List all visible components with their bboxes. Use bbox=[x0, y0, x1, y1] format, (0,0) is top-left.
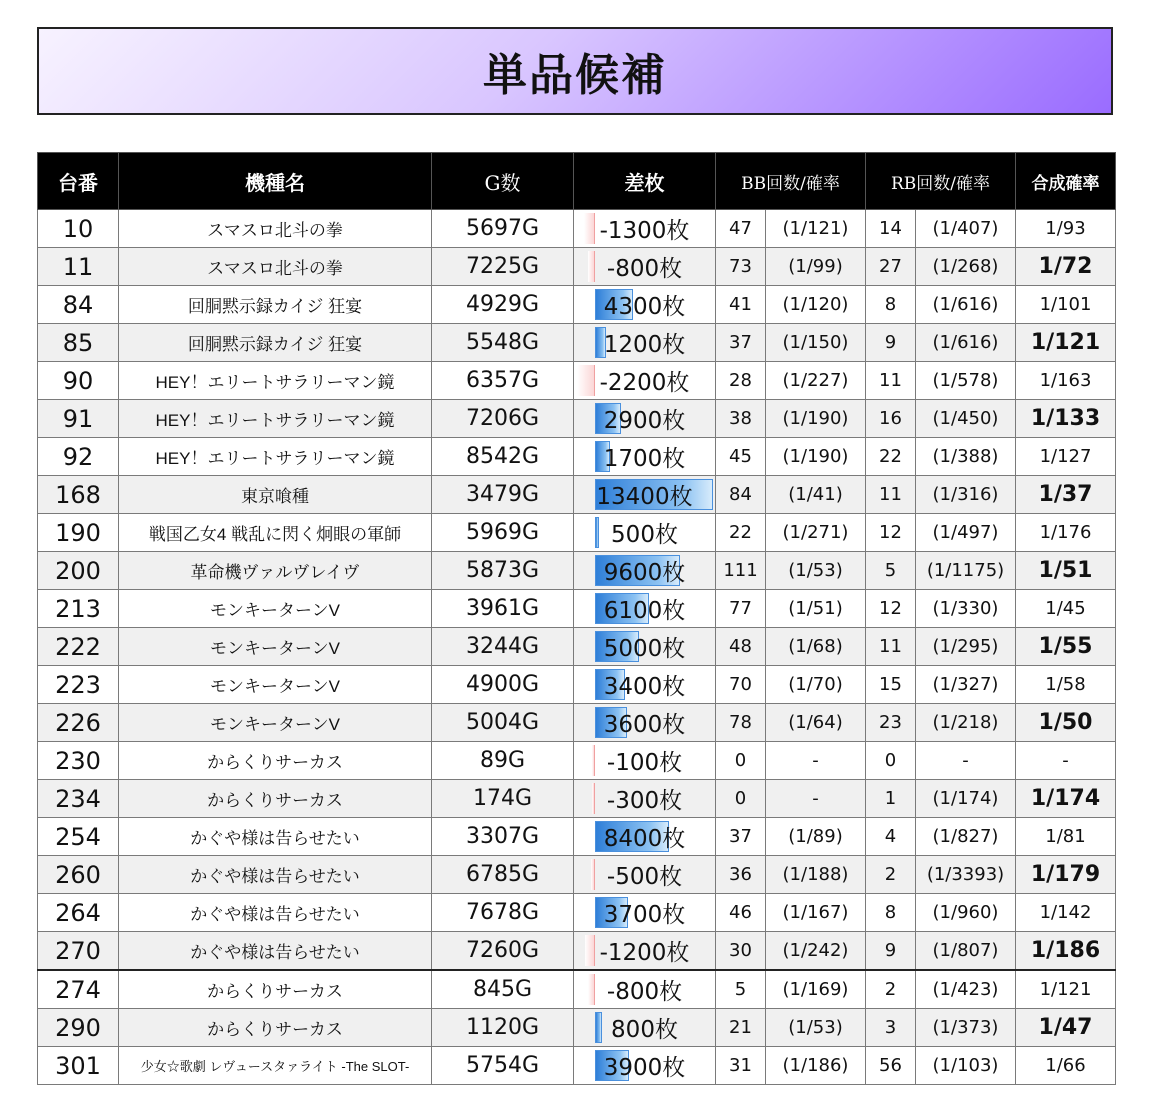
bb-prob-cell: (1/186) bbox=[766, 1047, 866, 1085]
diff-value: 9600枚 bbox=[603, 560, 686, 586]
rb-prob-cell: (1/316) bbox=[916, 476, 1016, 514]
games-cell: 5697G bbox=[432, 210, 574, 248]
games-cell: 6785G bbox=[432, 856, 574, 894]
table-row bbox=[38, 856, 1116, 894]
rb-prob-cell: (1/450) bbox=[916, 400, 1016, 438]
table-row bbox=[38, 704, 1116, 742]
rb-prob-cell: (1/616) bbox=[916, 286, 1016, 324]
bb-prob-cell: (1/53) bbox=[766, 1009, 866, 1047]
diff-value: 800枚 bbox=[611, 1017, 678, 1043]
model-name-cell: かぐや様は告らせたい bbox=[119, 932, 432, 971]
combined-prob-cell: 1/93 bbox=[1016, 210, 1116, 248]
table-row bbox=[38, 552, 1116, 590]
games-cell: 5969G bbox=[432, 514, 574, 552]
rb-count-cell: 4 bbox=[866, 818, 916, 856]
rb-count-cell: 14 bbox=[866, 210, 916, 248]
diff-cell bbox=[574, 780, 716, 818]
col-header-rb: RB回数/確率 bbox=[866, 153, 1016, 210]
diff-value: -1200枚 bbox=[599, 940, 690, 966]
machine-no-cell: 274 bbox=[38, 970, 119, 1009]
rb-prob-cell: (1/423) bbox=[916, 970, 1016, 1009]
bb-prob-cell: (1/271) bbox=[766, 514, 866, 552]
rb-prob-cell: (1/388) bbox=[916, 438, 1016, 476]
machine-no-cell: 200 bbox=[38, 552, 119, 590]
model-name-cell: モンキーターンV bbox=[119, 590, 432, 628]
bb-count-cell: 31 bbox=[716, 1047, 766, 1085]
games-cell: 3307G bbox=[432, 818, 574, 856]
combined-prob-cell: 1/66 bbox=[1016, 1047, 1116, 1085]
bb-prob-cell: - bbox=[766, 742, 866, 780]
diff-cell bbox=[574, 704, 716, 742]
rb-prob-cell: (1/295) bbox=[916, 628, 1016, 666]
diff-value: 500枚 bbox=[611, 522, 678, 548]
rb-prob-cell: (1/330) bbox=[916, 590, 1016, 628]
diff-cell bbox=[574, 970, 716, 1009]
model-name-cell: からくりサーカス bbox=[119, 1009, 432, 1047]
combined-prob-cell: 1/72 bbox=[1016, 248, 1116, 286]
model-name-cell: 革命機ヴァルヴレイヴ bbox=[119, 552, 432, 590]
machine-no-cell: 222 bbox=[38, 628, 119, 666]
bb-prob-cell: (1/41) bbox=[766, 476, 866, 514]
table-row bbox=[38, 286, 1116, 324]
games-cell: 5004G bbox=[432, 704, 574, 742]
combined-prob-cell: 1/133 bbox=[1016, 400, 1116, 438]
rb-count-cell: 9 bbox=[866, 324, 916, 362]
bb-count-cell: 84 bbox=[716, 476, 766, 514]
diff-negative-bar bbox=[592, 745, 595, 776]
diff-cell bbox=[574, 400, 716, 438]
games-cell: 174G bbox=[432, 780, 574, 818]
games-cell: 7206G bbox=[432, 400, 574, 438]
diff-cell bbox=[574, 894, 716, 932]
rb-count-cell: 2 bbox=[866, 856, 916, 894]
model-name-cell: からくりサーカス bbox=[119, 780, 432, 818]
diff-value: 4300枚 bbox=[603, 294, 686, 320]
diff-value: 8400枚 bbox=[603, 826, 686, 852]
table-row bbox=[38, 818, 1116, 856]
diff-cell bbox=[574, 324, 716, 362]
diff-negative-bar bbox=[585, 935, 595, 966]
table-row bbox=[38, 1047, 1116, 1085]
bb-count-cell: 78 bbox=[716, 704, 766, 742]
diff-value: 5000枚 bbox=[603, 636, 686, 662]
bb-prob-cell: - bbox=[766, 780, 866, 818]
combined-prob-cell: 1/55 bbox=[1016, 628, 1116, 666]
bb-count-cell: 48 bbox=[716, 628, 766, 666]
table-row bbox=[38, 590, 1116, 628]
combined-prob-cell: 1/45 bbox=[1016, 590, 1116, 628]
table-row bbox=[38, 1009, 1116, 1047]
rb-count-cell: 11 bbox=[866, 476, 916, 514]
games-cell: 3479G bbox=[432, 476, 574, 514]
diff-cell bbox=[574, 438, 716, 476]
diff-cell bbox=[574, 1009, 716, 1047]
rb-prob-cell: (1/807) bbox=[916, 932, 1016, 971]
combined-prob-cell: 1/121 bbox=[1016, 970, 1116, 1009]
bb-prob-cell: (1/121) bbox=[766, 210, 866, 248]
bb-prob-cell: (1/188) bbox=[766, 856, 866, 894]
table-row bbox=[38, 894, 1116, 932]
games-cell: 6357G bbox=[432, 362, 574, 400]
diff-value: 3400枚 bbox=[603, 674, 686, 700]
col-header-machine-no: 台番 bbox=[38, 153, 119, 210]
diff-cell bbox=[574, 248, 716, 286]
machine-no-cell: 190 bbox=[38, 514, 119, 552]
bb-prob-cell: (1/120) bbox=[766, 286, 866, 324]
diff-value: -2200枚 bbox=[599, 370, 690, 396]
games-cell: 3961G bbox=[432, 590, 574, 628]
diff-cell bbox=[574, 286, 716, 324]
bb-count-cell: 45 bbox=[716, 438, 766, 476]
games-cell: 5754G bbox=[432, 1047, 574, 1085]
combined-prob-cell: 1/186 bbox=[1016, 932, 1116, 971]
rb-count-cell: 5 bbox=[866, 552, 916, 590]
diff-value: -1300枚 bbox=[599, 218, 690, 244]
games-cell: 7225G bbox=[432, 248, 574, 286]
diff-value: 1700枚 bbox=[603, 446, 686, 472]
machine-no-cell: 213 bbox=[38, 590, 119, 628]
rb-count-cell: 9 bbox=[866, 932, 916, 971]
bb-count-cell: 77 bbox=[716, 590, 766, 628]
rb-prob-cell: (1/1175) bbox=[916, 552, 1016, 590]
diff-value: -100枚 bbox=[606, 750, 683, 776]
rb-count-cell: 12 bbox=[866, 514, 916, 552]
col-header-model-name: 機種名 bbox=[119, 153, 432, 210]
rb-prob-cell: (1/174) bbox=[916, 780, 1016, 818]
combined-prob-cell: 1/47 bbox=[1016, 1009, 1116, 1047]
model-name-cell: 回胴黙示録カイジ 狂宴 bbox=[119, 286, 432, 324]
combined-prob-cell: 1/50 bbox=[1016, 704, 1116, 742]
col-header-bb: BB回数/確率 bbox=[716, 153, 866, 210]
combined-prob-cell: - bbox=[1016, 742, 1116, 780]
rb-count-cell: 0 bbox=[866, 742, 916, 780]
model-name-cell: HEY！エリートサラリーマン鏡 bbox=[119, 438, 432, 476]
diff-value: 1200枚 bbox=[603, 332, 686, 358]
table-body bbox=[38, 210, 1116, 1085]
bb-count-cell: 38 bbox=[716, 400, 766, 438]
machine-no-cell: 11 bbox=[38, 248, 119, 286]
rb-count-cell: 23 bbox=[866, 704, 916, 742]
rb-count-cell: 8 bbox=[866, 286, 916, 324]
diff-cell bbox=[574, 856, 716, 894]
diff-cell bbox=[574, 628, 716, 666]
bb-count-cell: 21 bbox=[716, 1009, 766, 1047]
rb-prob-cell: (1/407) bbox=[916, 210, 1016, 248]
bb-prob-cell: (1/167) bbox=[766, 894, 866, 932]
games-cell: 8542G bbox=[432, 438, 574, 476]
diff-negative-bar bbox=[588, 974, 595, 1005]
rb-prob-cell: (1/497) bbox=[916, 514, 1016, 552]
diff-cell bbox=[574, 742, 716, 780]
machine-no-cell: 260 bbox=[38, 856, 119, 894]
diff-value: 3600枚 bbox=[603, 712, 686, 738]
model-name-cell: モンキーターンV bbox=[119, 704, 432, 742]
combined-prob-cell: 1/81 bbox=[1016, 818, 1116, 856]
combined-prob-cell: 1/121 bbox=[1016, 324, 1116, 362]
diff-cell bbox=[574, 590, 716, 628]
rb-prob-cell: (1/578) bbox=[916, 362, 1016, 400]
table-row bbox=[38, 666, 1116, 704]
model-name-cell: かぐや様は告らせたい bbox=[119, 856, 432, 894]
diff-value: 3900枚 bbox=[603, 1055, 686, 1081]
bb-prob-cell: (1/51) bbox=[766, 590, 866, 628]
candidate-table bbox=[37, 152, 1116, 1085]
model-name-cell: HEY！エリートサラリーマン鏡 bbox=[119, 362, 432, 400]
rb-prob-cell: (1/616) bbox=[916, 324, 1016, 362]
machine-no-cell: 92 bbox=[38, 438, 119, 476]
machine-no-cell: 226 bbox=[38, 704, 119, 742]
diff-value: -800枚 bbox=[606, 979, 683, 1005]
table-row bbox=[38, 514, 1116, 552]
bb-prob-cell: (1/53) bbox=[766, 552, 866, 590]
diff-bar bbox=[595, 517, 599, 548]
rb-count-cell: 11 bbox=[866, 628, 916, 666]
diff-value: 13400枚 bbox=[596, 484, 693, 510]
bb-count-cell: 46 bbox=[716, 894, 766, 932]
machine-no-cell: 85 bbox=[38, 324, 119, 362]
rb-prob-cell: (1/373) bbox=[916, 1009, 1016, 1047]
bb-count-cell: 47 bbox=[716, 210, 766, 248]
table-row bbox=[38, 248, 1116, 286]
model-name-cell: 東京喰種 bbox=[119, 476, 432, 514]
rb-count-cell: 16 bbox=[866, 400, 916, 438]
machine-no-cell: 234 bbox=[38, 780, 119, 818]
rb-count-cell: 22 bbox=[866, 438, 916, 476]
bb-count-cell: 30 bbox=[716, 932, 766, 971]
combined-prob-cell: 1/58 bbox=[1016, 666, 1116, 704]
rb-count-cell: 1 bbox=[866, 780, 916, 818]
model-name-cell: 戦国乙女4 戦乱に閃く炯眼の軍師 bbox=[119, 514, 432, 552]
diff-negative-bar bbox=[588, 251, 595, 282]
bb-prob-cell: (1/70) bbox=[766, 666, 866, 704]
diff-cell bbox=[574, 666, 716, 704]
games-cell: 4900G bbox=[432, 666, 574, 704]
bb-prob-cell: (1/227) bbox=[766, 362, 866, 400]
bb-count-cell: 0 bbox=[716, 742, 766, 780]
diff-negative-bar bbox=[592, 783, 595, 814]
diff-cell bbox=[574, 210, 716, 248]
rb-prob-cell: (1/103) bbox=[916, 1047, 1016, 1085]
rb-count-cell: 27 bbox=[866, 248, 916, 286]
diff-value: 2900枚 bbox=[603, 408, 686, 434]
bb-prob-cell: (1/150) bbox=[766, 324, 866, 362]
machine-no-cell: 270 bbox=[38, 932, 119, 971]
rb-prob-cell: (1/3393) bbox=[916, 856, 1016, 894]
rb-count-cell: 56 bbox=[866, 1047, 916, 1085]
model-name-cell: からくりサーカス bbox=[119, 970, 432, 1009]
model-name-cell: HEY！エリートサラリーマン鏡 bbox=[119, 400, 432, 438]
combined-prob-cell: 1/142 bbox=[1016, 894, 1116, 932]
combined-prob-cell: 1/37 bbox=[1016, 476, 1116, 514]
machine-no-cell: 90 bbox=[38, 362, 119, 400]
table-row bbox=[38, 628, 1116, 666]
bb-count-cell: 41 bbox=[716, 286, 766, 324]
table-row bbox=[38, 742, 1116, 780]
diff-cell bbox=[574, 552, 716, 590]
combined-prob-cell: 1/174 bbox=[1016, 780, 1116, 818]
diff-value: -800枚 bbox=[606, 256, 683, 282]
machine-no-cell: 230 bbox=[38, 742, 119, 780]
bb-prob-cell: (1/190) bbox=[766, 400, 866, 438]
diff-value: -300枚 bbox=[606, 788, 683, 814]
model-name-cell: モンキーターンV bbox=[119, 666, 432, 704]
machine-no-cell: 254 bbox=[38, 818, 119, 856]
diff-cell bbox=[574, 362, 716, 400]
games-cell: 5873G bbox=[432, 552, 574, 590]
combined-prob-cell: 1/179 bbox=[1016, 856, 1116, 894]
machine-no-cell: 84 bbox=[38, 286, 119, 324]
rb-prob-cell: (1/327) bbox=[916, 666, 1016, 704]
bb-prob-cell: (1/89) bbox=[766, 818, 866, 856]
bb-count-cell: 0 bbox=[716, 780, 766, 818]
rb-prob-cell: - bbox=[916, 742, 1016, 780]
diff-negative-bar bbox=[591, 859, 595, 890]
diff-cell bbox=[574, 514, 716, 552]
machine-no-cell: 10 bbox=[38, 210, 119, 248]
machine-no-cell: 223 bbox=[38, 666, 119, 704]
table-row bbox=[38, 210, 1116, 248]
machine-no-cell: 91 bbox=[38, 400, 119, 438]
bb-prob-cell: (1/190) bbox=[766, 438, 866, 476]
bb-prob-cell: (1/99) bbox=[766, 248, 866, 286]
bb-prob-cell: (1/169) bbox=[766, 970, 866, 1009]
machine-no-cell: 301 bbox=[38, 1047, 119, 1085]
model-name-cell: スマスロ北斗の拳 bbox=[119, 210, 432, 248]
bb-count-cell: 70 bbox=[716, 666, 766, 704]
bb-count-cell: 73 bbox=[716, 248, 766, 286]
table-row bbox=[38, 438, 1116, 476]
combined-prob-cell: 1/163 bbox=[1016, 362, 1116, 400]
table-row bbox=[38, 476, 1116, 514]
model-name-cell: 回胴黙示録カイジ 狂宴 bbox=[119, 324, 432, 362]
machine-no-cell: 168 bbox=[38, 476, 119, 514]
games-cell: 5548G bbox=[432, 324, 574, 362]
model-name-cell: モンキーターンV bbox=[119, 628, 432, 666]
bb-count-cell: 36 bbox=[716, 856, 766, 894]
table-row bbox=[38, 932, 1116, 971]
table-row bbox=[38, 362, 1116, 400]
rb-prob-cell: (1/960) bbox=[916, 894, 1016, 932]
model-name-cell: スマスロ北斗の拳 bbox=[119, 248, 432, 286]
model-name-cell: かぐや様は告らせたい bbox=[119, 894, 432, 932]
diff-cell bbox=[574, 476, 716, 514]
title-banner bbox=[37, 27, 1113, 115]
bb-count-cell: 22 bbox=[716, 514, 766, 552]
table-row bbox=[38, 970, 1116, 1009]
rb-count-cell: 12 bbox=[866, 590, 916, 628]
model-name-cell: 少女☆歌劇 レヴュースタァライト -The SLOT- bbox=[119, 1047, 432, 1085]
diff-cell bbox=[574, 932, 716, 971]
table-row bbox=[38, 780, 1116, 818]
page-title: 単品候補 bbox=[483, 50, 667, 101]
model-name-cell: からくりサーカス bbox=[119, 742, 432, 780]
rb-count-cell: 15 bbox=[866, 666, 916, 704]
combined-prob-cell: 1/176 bbox=[1016, 514, 1116, 552]
col-header-games: G数 bbox=[432, 153, 574, 210]
games-cell: 3244G bbox=[432, 628, 574, 666]
bb-count-cell: 37 bbox=[716, 324, 766, 362]
diff-negative-bar bbox=[577, 365, 595, 396]
table-row bbox=[38, 400, 1116, 438]
rb-count-cell: 8 bbox=[866, 894, 916, 932]
games-cell: 7260G bbox=[432, 932, 574, 971]
rb-prob-cell: (1/218) bbox=[916, 704, 1016, 742]
diff-value: 3700枚 bbox=[603, 902, 686, 928]
diff-value: 6100枚 bbox=[603, 598, 686, 624]
games-cell: 1120G bbox=[432, 1009, 574, 1047]
col-header-combined: 合成確率 bbox=[1016, 153, 1116, 210]
table-row bbox=[38, 324, 1116, 362]
diff-value: -500枚 bbox=[606, 864, 683, 890]
bb-count-cell: 111 bbox=[716, 552, 766, 590]
games-cell: 4929G bbox=[432, 286, 574, 324]
rb-count-cell: 2 bbox=[866, 970, 916, 1009]
bb-prob-cell: (1/64) bbox=[766, 704, 866, 742]
diff-cell bbox=[574, 818, 716, 856]
rb-count-cell: 3 bbox=[866, 1009, 916, 1047]
diff-cell bbox=[574, 1047, 716, 1085]
games-cell: 89G bbox=[432, 742, 574, 780]
games-cell: 845G bbox=[432, 970, 574, 1009]
rb-prob-cell: (1/268) bbox=[916, 248, 1016, 286]
machine-no-cell: 290 bbox=[38, 1009, 119, 1047]
bb-count-cell: 28 bbox=[716, 362, 766, 400]
diff-negative-bar bbox=[584, 213, 595, 244]
bb-count-cell: 5 bbox=[716, 970, 766, 1009]
machine-no-cell: 264 bbox=[38, 894, 119, 932]
model-name-cell: かぐや様は告らせたい bbox=[119, 818, 432, 856]
combined-prob-cell: 1/51 bbox=[1016, 552, 1116, 590]
header-row bbox=[38, 153, 1116, 210]
rb-count-cell: 11 bbox=[866, 362, 916, 400]
bb-prob-cell: (1/242) bbox=[766, 932, 866, 971]
col-header-diff: 差枚 bbox=[574, 153, 716, 210]
rb-prob-cell: (1/827) bbox=[916, 818, 1016, 856]
bb-prob-cell: (1/68) bbox=[766, 628, 866, 666]
combined-prob-cell: 1/127 bbox=[1016, 438, 1116, 476]
diff-bar bbox=[595, 1012, 602, 1043]
bb-count-cell: 37 bbox=[716, 818, 766, 856]
games-cell: 7678G bbox=[432, 894, 574, 932]
combined-prob-cell: 1/101 bbox=[1016, 286, 1116, 324]
